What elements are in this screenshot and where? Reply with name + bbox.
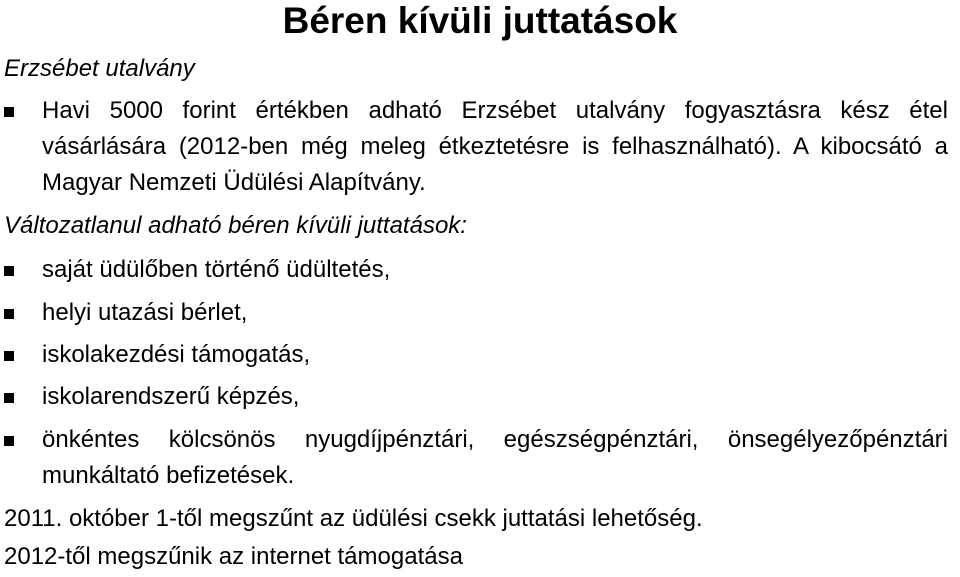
square-bullet-icon [4, 436, 14, 446]
bullet-erzsebet-utalvany [4, 93, 948, 201]
square-bullet-icon [4, 351, 14, 361]
bullet-iskolakezdesi [4, 337, 948, 373]
bullet-text: iskolakezdési támogatás, [42, 341, 311, 368]
square-bullet-icon [4, 266, 14, 276]
closing-line-internet: 2012-től megszűnik az internet támogatása [4, 543, 463, 570]
bullet-text: Havi 5000 forint értékben adható Erzsébet utalvány fogyasztásra kész étel vásárlására (2012-ben még meleg étkeztetésre is felhasználható). A kibocsátó a Magyar Nemzeti Üdülési Alapítvány. [42, 97, 948, 196]
slide-title: Béren kívüli juttatások [282, 0, 678, 41]
bullet-text: helyi utazási bérlet, [42, 299, 248, 326]
bullet-iskolarendszeru [4, 379, 948, 415]
closing-line-udulesi-csekk: 2011. október 1-től megszűnt az üdülési csekk juttatási lehetőség. [4, 505, 703, 532]
square-bullet-icon [4, 309, 14, 319]
square-bullet-icon [4, 107, 14, 117]
bullet-text: önkéntes kölcsönös nyugdíjpénztári, egészségpénztári, önsegélyezőpénztári munkáltató befizetések. [42, 426, 948, 489]
section-heading-unchanged: Változatlanul adható béren kívüli juttatások: [4, 212, 467, 239]
bullet-penztari-befizetesek [4, 422, 948, 494]
bullet-text: iskolarendszerű képzés, [42, 383, 300, 410]
section-heading-erzsebet: Erzsébet utalvány [4, 55, 195, 82]
bullet-text: saját üdülőben történő üdültetés, [42, 256, 391, 283]
square-bullet-icon [4, 393, 14, 403]
bullet-sajat-udulo [4, 252, 948, 288]
bullet-helyi-berlet [4, 295, 948, 331]
